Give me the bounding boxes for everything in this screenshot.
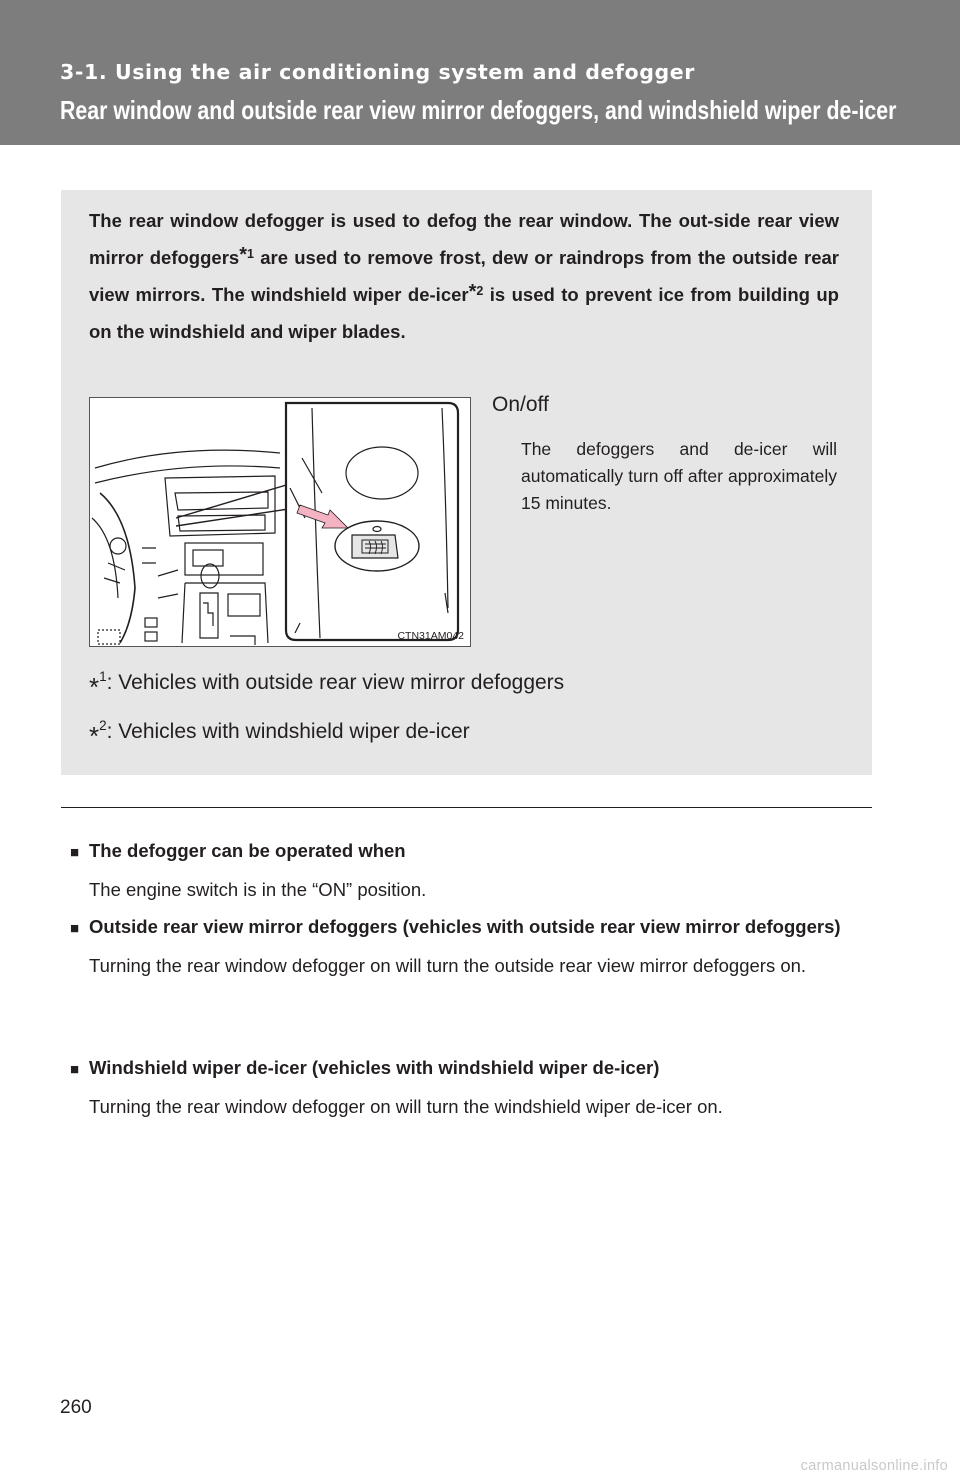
page-heading: Rear window and outside rear view mirror defoggers, and windshield wiper de-icer (60, 95, 897, 125)
figure-code: CTN31AM042 (397, 630, 464, 642)
square-bullet-icon: ■ (70, 1061, 80, 1078)
note-heading: ■ Windshield wiper de-icer (vehicles with windshield wiper de-icer) (70, 1053, 860, 1085)
note-heading: ■ The defogger can be operated when (70, 836, 860, 868)
page-header (0, 0, 960, 145)
watermark: carmanualsonline.info (800, 1458, 948, 1474)
intro-text-part1: The rear window defogger is used to defog the rear window. The out-side rear view mirror defoggers (89, 210, 839, 268)
section-title: 3-1. Using the air conditioning system and defogger (60, 60, 695, 84)
onoff-description: The defoggers and de-icer will automatically turn off after approximately 15 minutes. (521, 439, 837, 513)
square-bullet-icon: ■ (70, 920, 80, 937)
note-operation (70, 836, 860, 905)
note-mirror-defoggers (70, 912, 860, 981)
intro-text-part2: are used to remove frost, dew or raindrops from the outside rear view mirrors. The windshield wiper de-icer (89, 247, 839, 305)
dashboard-illustration (89, 397, 471, 647)
section-divider (61, 807, 872, 808)
intro-text-part3: is used to prevent ice from building up on the windshield and wiper blades. (89, 284, 839, 342)
steering-wheel-icon (92, 493, 135, 643)
center-console-icon (142, 476, 275, 643)
onoff-label: On/off (492, 393, 549, 416)
note-heading: ■ Outside rear view mirror defoggers (vehicles with outside rear view mirror defoggers) (70, 912, 860, 944)
intro-box (61, 190, 872, 775)
dashboard-drawing (90, 398, 470, 646)
footnote-1-text: : Vehicles with outside rear view mirror defoggers (106, 671, 565, 694)
note-body: Turning the rear window defogger on will turn the outside rear view mirror defoggers on. (89, 955, 807, 976)
intro-text (89, 202, 839, 350)
page-number: 260 (60, 1397, 92, 1418)
footnote-1: *$^1$: Vehicles with outside rear view mirror defoggers (89, 669, 565, 702)
footnote-ref-2: *2 (468, 281, 484, 303)
note-wiper-deicer (70, 1053, 860, 1122)
footnote-ref-1: *1 (239, 244, 254, 266)
note-body: Turning the rear window defogger on will turn the windshield wiper de-icer on. (89, 1096, 723, 1117)
footnote-2-text: : Vehicles with windshield wiper de-icer (106, 720, 470, 743)
footnote-2: *$^2$: Vehicles with windshield wiper de-icer (89, 718, 470, 751)
note-body: The engine switch is in the “ON” position. (89, 879, 427, 900)
square-bullet-icon: ■ (70, 844, 80, 861)
